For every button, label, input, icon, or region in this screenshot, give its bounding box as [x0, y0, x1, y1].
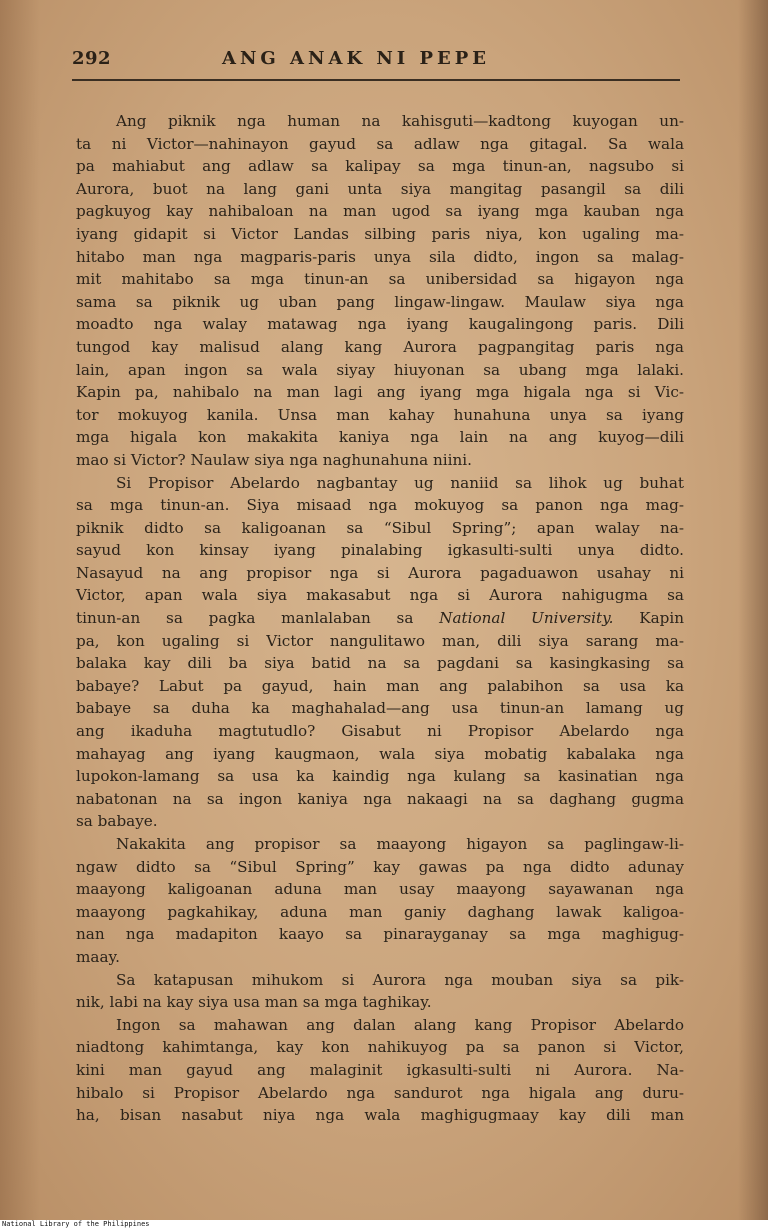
italic-university-name: National University. — [439, 609, 614, 628]
text-line: iyang gidapit si Victor Landas silbing paris niya, kon ugaling ma- — [76, 224, 684, 243]
text-line: sayud kon kinsay iyang pinalabing igkasulti-sulti unya didto. — [76, 541, 684, 560]
text-line: pa, kon ugaling si Victor nangulitawo man, dili siya sarang ma- — [76, 631, 684, 650]
text-line: tor mokuyog kanila. Unsa man kahay hunahuna unya sa iyang — [76, 405, 684, 424]
text-line: Si Propisor Abelardo nagbantay ug naniid sa lihok ug buhat — [116, 473, 684, 492]
text-line: Kapin pa, nahibalo na man lagi ang iyang mga higala nga si Vic- — [76, 383, 684, 402]
text-line: Ang piknik nga human na kahisguti—kadtong kuyogan un- — [116, 112, 684, 130]
text-line: Ingon sa mahawan ang dalan alang kang Propisor Abelardo — [116, 1015, 684, 1034]
text-line: babaye sa duha ka maghahalad—ang usa tinun-an lamang ug — [76, 699, 684, 718]
text-line: ngaw didto sa “Sibul Spring” kay gawas pa nga didto adunay — [76, 857, 684, 876]
text-line: sa babaye. — [76, 812, 158, 831]
text-line: maayong pagkahikay, aduna man ganiy daghang lawak kaligoa- — [76, 902, 684, 921]
text-line: kini man gayud ang malaginit igkasulti-sulti ni Aurora. Na- — [76, 1060, 684, 1079]
text-line: babaye? Labut pa gayud, hain man ang palabihon sa usa ka — [76, 676, 684, 695]
page-header — [72, 48, 682, 74]
text-line: mahayag ang iyang kaugmaon, wala siya mobatig kabalaka nga — [76, 744, 684, 763]
text-line: mit mahitabo sa mga tinun-an sa unibersidad sa higayon nga — [76, 270, 684, 289]
page-number: 292 — [72, 48, 112, 69]
text-line: lupokon-lamang sa usa ka kaindig nga kulang sa kasinatian nga — [76, 767, 684, 786]
text-line: ang ikaduha magtutudlo? Gisabut ni Propisor Abelardo nga — [76, 722, 684, 741]
text-line: hibalo si Propisor Abelardo nga sandurot nga higala ang duru- — [76, 1083, 684, 1102]
text-line: maayong kaligoanan aduna man usay maayong sayawanan nga — [76, 880, 684, 899]
text-line-head: tinun-an sa pagka manlalaban sa — [76, 609, 440, 628]
body-text — [76, 110, 684, 1127]
text-line: mga higala kon makakita kaniya nga lain na ang kuyog—dili — [76, 428, 684, 447]
text-line: sa mga tinun-an. Siya misaad nga mokuyog sa panon nga mag- — [76, 496, 684, 515]
text-line: Nakakita ang propisor sa maayong higayon sa paglingaw-li- — [116, 835, 684, 853]
text-line-with-italic — [76, 607, 684, 630]
text-line: tungod kay malisud alang kang Aurora pagpangitag paris nga — [76, 337, 684, 356]
text-line: ta ni Victor—nahinayon gayud sa adlaw nga gitagal. Sa wala — [76, 134, 684, 153]
text-line: hitabo man nga magparis-paris unya sila didto, ingon sa malag- — [76, 247, 684, 266]
text-line: pa mahiabut ang adlaw sa kalipay sa mga tinun-an, nagsubo si — [76, 157, 684, 176]
text-line: maay. — [76, 947, 120, 966]
text-line: Victor, apan wala siya makasabut nga si Aurora nahigugma sa — [76, 586, 684, 605]
text-line: piknik didto sa kaligoanan sa “Sibul Spring”; apan walay na- — [76, 518, 684, 537]
running-title: ANG ANAK NI PEPE — [222, 48, 491, 69]
text-line: Sa katapusan mihukom si Aurora nga mouban siya sa pik- — [116, 970, 684, 989]
text-line: moadto nga walay matawag nga iyang kaugalingong paris. Dili — [76, 315, 684, 334]
text-line: nik, labi na kay siya usa man sa mga taghikay. — [76, 993, 432, 1012]
text-line: nan nga madapiton kaayo sa pinarayganay sa mga maghigug- — [76, 925, 684, 944]
text-line: mao si Victor? Naulaw siya nga naghunahuna niini. — [76, 450, 472, 469]
text-line: ha, bisan nasabut niya nga wala maghigugmaay kay dili man — [76, 1106, 684, 1125]
text-line: nabatonan na sa ingon kaniya nga nakaagi na sa daghang gugma — [76, 789, 684, 808]
text-line-tail: Kapin — [639, 609, 684, 628]
text-line: pagkuyog kay nahibaloan na man ugod sa iyang mga kauban nga — [76, 202, 684, 221]
text-line: niadtong kahimtanga, kay kon nahikuyog pa sa panon si Victor, — [76, 1038, 684, 1057]
text-line: Aurora, buot na lang gani unta siya mangitag pasangil sa dili — [76, 179, 684, 198]
library-credit: National Library of the Philippines — [2, 1220, 150, 1228]
text-line: balaka kay dili ba siya batid na sa pagdani sa kasingkasing sa — [76, 654, 684, 673]
text-line: sama sa piknik ug uban pang lingaw-lingaw. Maulaw siya nga — [76, 292, 684, 311]
text-line: Nasayud na ang propisor nga si Aurora pagaduawon usahay ni — [76, 563, 684, 582]
text-line: lain, apan ingon sa wala siyay hiuyonan sa ubang mga lalaki. — [76, 360, 684, 379]
header-rule — [72, 79, 680, 81]
